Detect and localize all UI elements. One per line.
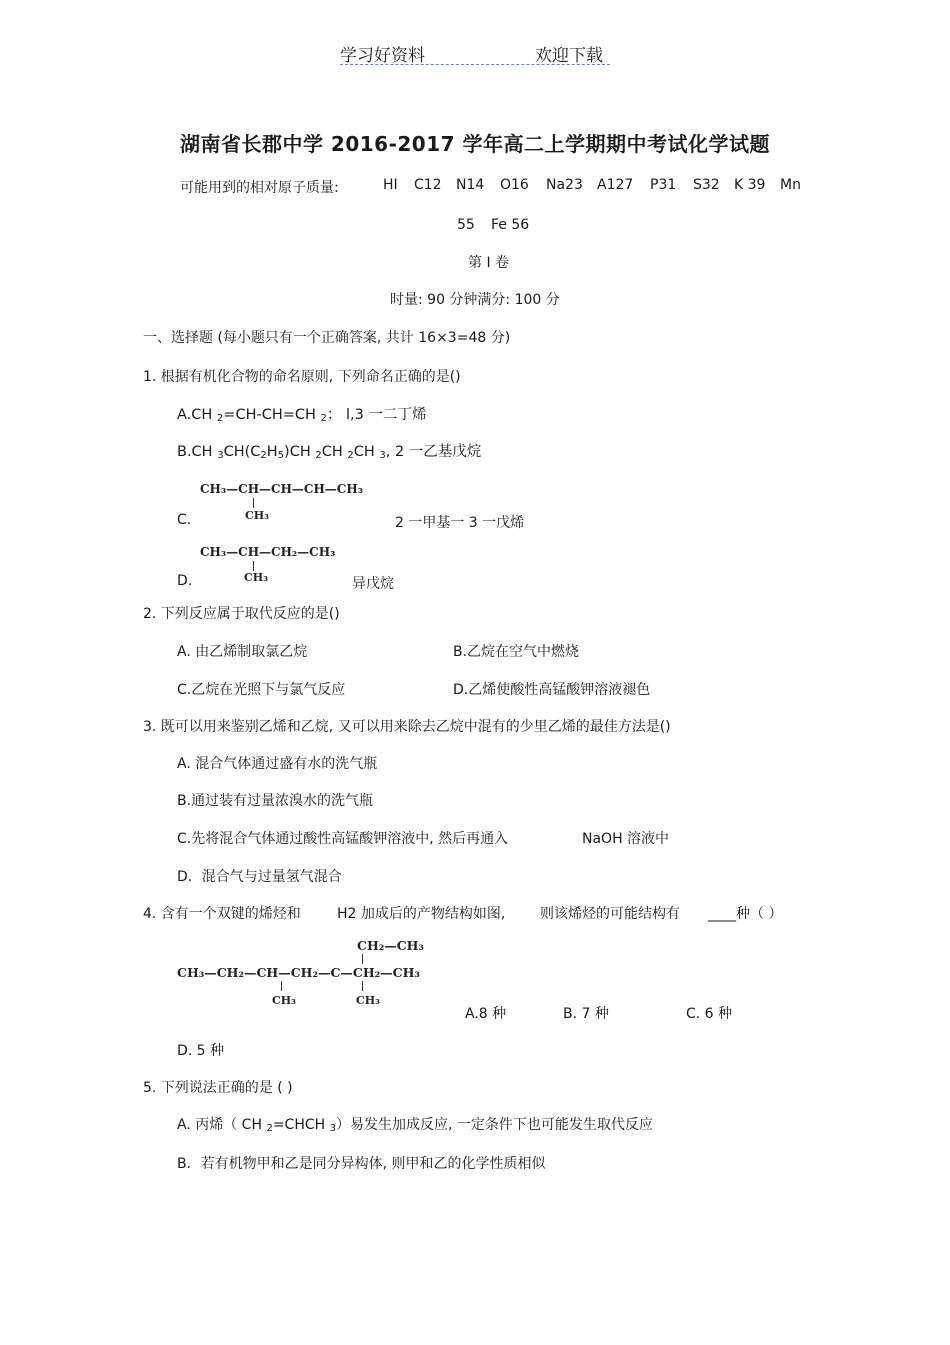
question-4-stem-part3: 则该烯烃的可能结构有 xyxy=(540,906,680,922)
question-2-stem: 2. 下列反应属于取代反应的是() xyxy=(143,606,340,622)
structure-main-chain: CH₃—CH₂—CH—CH₂—C—CH₂—CH₃ xyxy=(177,965,420,980)
structure-bond xyxy=(362,981,363,991)
question-4-option-d: D. 5 种 xyxy=(177,1043,225,1059)
question-4-option-a: A.8 种 xyxy=(465,1006,507,1022)
structure-bond xyxy=(253,561,254,571)
header-left: 学习好资料 xyxy=(340,46,425,66)
question-5-option-b: B．若有机物甲和乙是同分异构体, 则甲和乙的化学性质相似 xyxy=(177,1156,546,1172)
question-1-option-b: B.CH $_3CH(C_2H_5)CH$ $_2$CH $_2$CH $_3$, 2 一乙基戊烷 xyxy=(177,444,482,461)
question-1-option-d-name: 异戊烷 xyxy=(352,576,394,592)
atomic-mass-item: 55 xyxy=(457,217,475,233)
question-3-stem: 3. 既可以用来鉴别乙烯和乙烷, 又可以用来除去乙烷中混有的少里乙烯的最佳方法是() xyxy=(143,719,671,735)
structure-top-branch: CH₂—CH₃ xyxy=(357,938,424,953)
page-title: 湖南省长郡中学 2016-2017 学年高二上学期期中考试化学试题 xyxy=(179,132,771,156)
atomic-mass-item: A127 xyxy=(597,177,634,193)
question-2-option-c: C.乙烷在光照下与氯气反应 xyxy=(177,682,346,698)
structure-branch: CH₃ xyxy=(245,509,269,522)
atomic-mass-item: Fe 56 xyxy=(491,217,530,233)
structure-main-chain: CH₃—CH—CH₂—CH₃ xyxy=(200,545,336,559)
atomic-mass-label: 可能用到的相对原子质量: xyxy=(180,180,339,196)
question-5-stem: 5. 下列说法正确的是 ( ) xyxy=(143,1080,293,1096)
structure-formula-c xyxy=(200,482,390,524)
question-1-option-c-name: 2 一甲基一 3 一戊烯 xyxy=(395,515,525,531)
question-1-stem: 1. 根据有机化合物的命名原则, 下列命名正确的是() xyxy=(143,369,461,385)
question-3-option-b: B.通过装有过量浓溴水的洗气瓶 xyxy=(177,793,374,809)
header-dashed-line xyxy=(340,64,610,65)
question-1-option-c-label: C. xyxy=(177,512,192,528)
structure-branch: CH₃ xyxy=(356,994,380,1007)
time-info: 时量: 90 分钟满分: 100 分 xyxy=(390,292,560,308)
atomic-mass-item: Na23 xyxy=(546,177,583,193)
atomic-mass-item: S32 xyxy=(693,177,720,193)
question-4-stem-part1: 4. 含有一个双键的烯烃和 xyxy=(143,906,301,922)
structure-bond xyxy=(362,954,363,964)
question-4-blank: ____种（ ） xyxy=(708,906,783,922)
question-3-option-d: D．混合气与过量氢气混合 xyxy=(177,869,342,885)
atomic-mass-item: K 39 xyxy=(734,177,766,193)
atomic-mass-item: O16 xyxy=(500,177,529,193)
structure-formula-q4 xyxy=(177,938,462,1014)
question-3-option-a: A. 混合气体通过盛有水的洗气瓶 xyxy=(177,756,378,772)
question-1-option-d-label: D. xyxy=(177,573,193,589)
structure-branch: CH₃ xyxy=(244,571,268,584)
section-heading: 一、选择题 (每小题只有一个正确答案, 共计 16×3=48 分) xyxy=(143,330,511,346)
atomic-mass-item: C12 xyxy=(414,177,442,193)
question-2-option-a: A. 由乙烯制取氯乙烷 xyxy=(177,644,308,660)
question-2-option-b: B.乙烷在空气中燃烧 xyxy=(453,644,580,660)
question-4-option-b: B. 7 种 xyxy=(563,1006,609,1022)
structure-branch: CH₃ xyxy=(272,994,296,1007)
question-1-option-a: A.CH $_2$=CH-CH=CH $_2$； l,3 一二丁烯 xyxy=(177,407,427,424)
question-5-option-a: A. 丙烯（ CH $_2$=CHCH $_3$）易发生加成反应, 一定条件下也可能发生取代反应 xyxy=(177,1117,653,1134)
question-4-option-c: C. 6 种 xyxy=(686,1006,733,1022)
atomic-mass-item: Mn xyxy=(780,177,801,193)
atomic-mass-item: N14 xyxy=(456,177,485,193)
question-3-option-c: C.先将混合气体通过酸性高锰酸钾溶液中, 然后再通入 xyxy=(177,831,509,847)
atomic-mass-item: HI xyxy=(383,177,398,193)
question-4-stem-part2: H2 加成后的产物结构如图, xyxy=(337,906,506,922)
volume-label: 第 I 卷 xyxy=(468,255,510,271)
header-right: 欢迎下载 xyxy=(535,46,603,66)
structure-formula-d xyxy=(200,545,360,587)
atomic-mass-item: P31 xyxy=(650,177,677,193)
question-2-option-d: D.乙烯使酸性高锰酸钾溶液褪色 xyxy=(453,682,651,698)
structure-main-chain: CH₃—CH—CH—CH—CH₃ xyxy=(200,482,363,496)
question-3-option-c-tail: NaOH 溶液中 xyxy=(582,831,670,847)
structure-bond xyxy=(281,981,282,991)
structure-bond xyxy=(253,498,254,508)
